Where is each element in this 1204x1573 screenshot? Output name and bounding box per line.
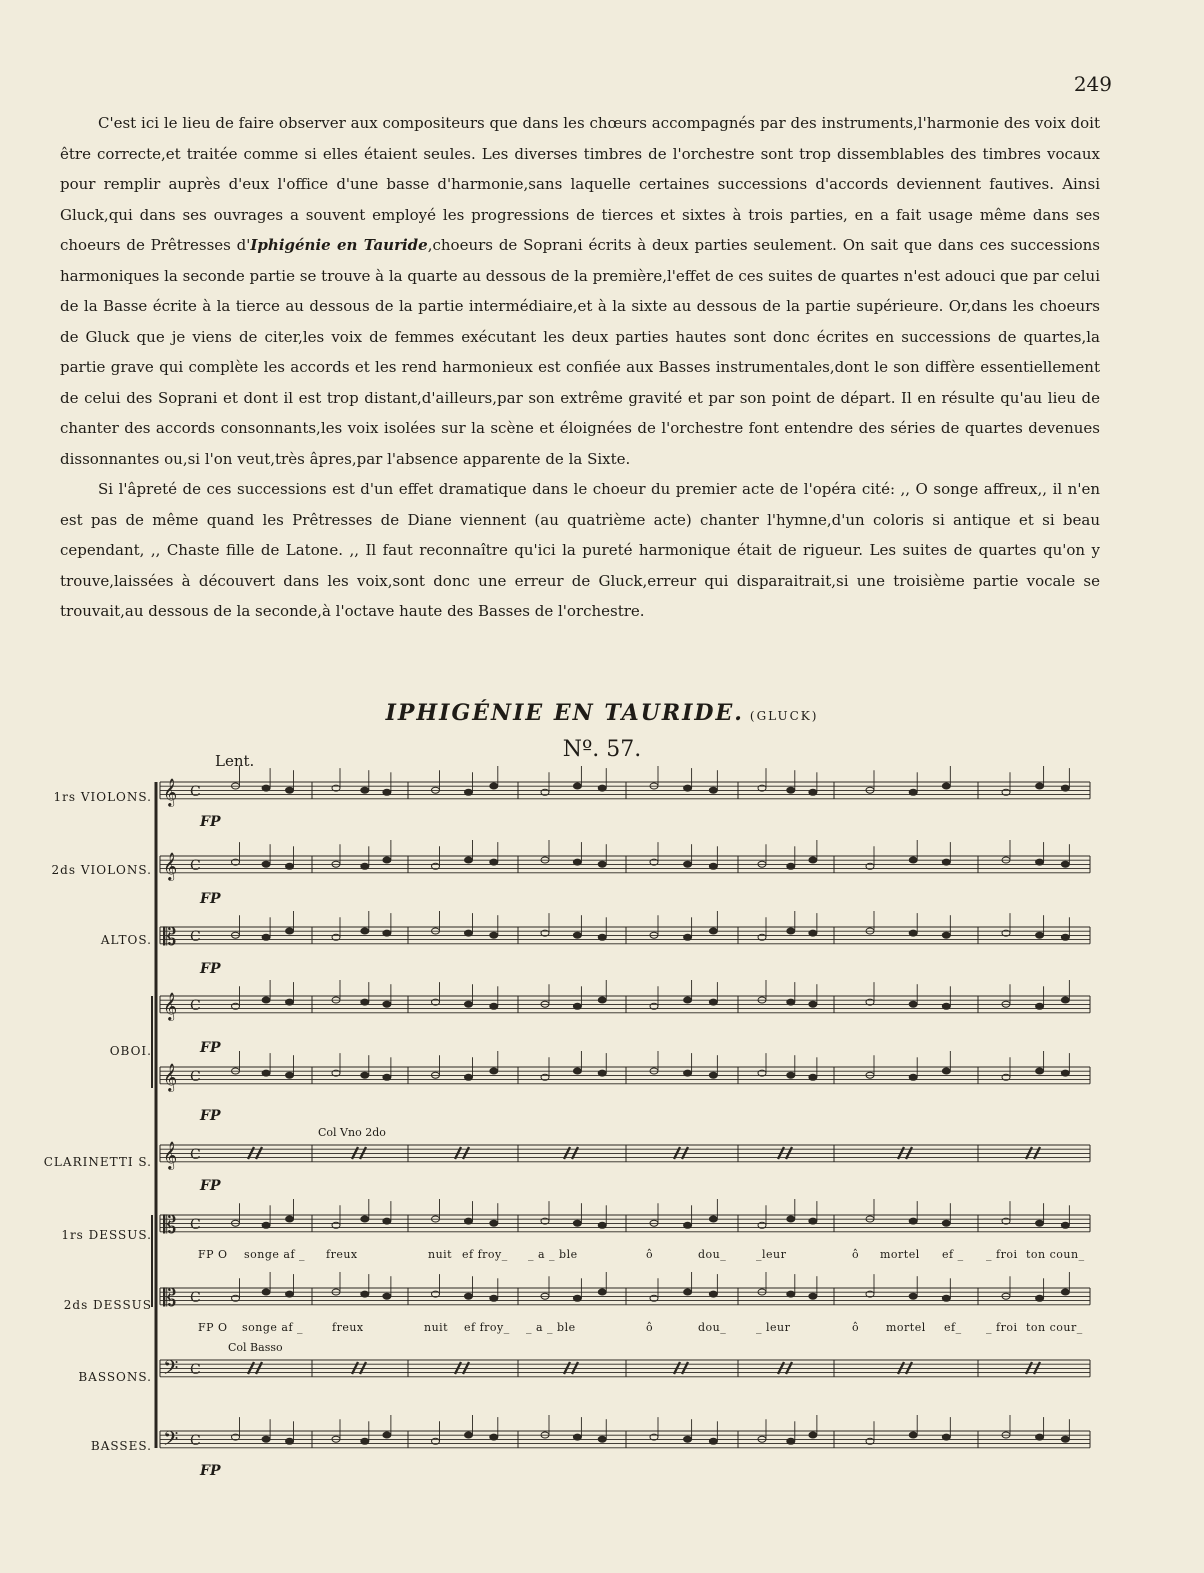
lyric-d2-6: ô [646,1321,654,1334]
opera-title: IPHIGÉNIE EN TAURIDE. [385,700,744,726]
note-head [709,999,717,1005]
paragraph-1-text: C'est ici le lieu de faire observer aux compositeurs que dans les chœurs accompagnés par des instruments,l'harmonie des voix doit être correcte,et traitée comme si elles étaient seules. Les diverses timbres de l'orchestre sont trop dissemblables des timbres vocaux pour remplir auprès d'eux l'office d'une basse d'harmonie,sans laquelle certaines successions d'accords deviennent fautives. Ainsi Gluck,qui dans ses ouvrages a souvent employé les progressions de tierces et sixtes à trois parties, en a fait usage même dans ses choeurs de Prêtresses d' [60,114,1100,254]
col-violino-direction: Col Vno 2do [318,1126,386,1139]
staves [152,782,1090,1448]
note-head [684,1222,692,1228]
lyric-d1-13: ton coun_ [1026,1248,1085,1261]
note-head [1061,1289,1069,1295]
note-head [909,1432,917,1438]
time-signature: C [190,1362,201,1378]
label-altos: ALTOS. [100,933,152,947]
note-head [1036,1003,1044,1009]
notes [163,766,1069,1455]
note-head [709,928,717,934]
note-head [598,785,606,791]
note-head [709,1291,717,1297]
note-head [942,1068,950,1074]
note-head [573,1003,581,1009]
note-head [942,932,950,938]
lyric-d1-10: mortel [880,1248,920,1261]
label-dessus-1: 1rs DESSUS. [61,1228,152,1242]
lyric-d2-12: _ froi [986,1321,1018,1334]
lyric-d1-12: _ froi [986,1248,1018,1261]
note-head [465,1074,473,1080]
note-head [1036,783,1044,789]
clef-icon: 𝄡 [163,1284,177,1312]
note-head [709,1438,717,1444]
clef-icon: 𝄡 [163,1211,177,1239]
lyric-d1-3: nuit [428,1248,453,1261]
note-head [684,861,692,867]
note-head [1036,1434,1044,1440]
note-head [684,1436,692,1442]
note-head [383,1432,391,1438]
note-head [490,1003,498,1009]
lyric-d2-4: ef froy_ [464,1321,510,1334]
composer: (GLUCK) [749,709,819,723]
note-head [598,1070,606,1076]
note-head [1061,785,1069,791]
clef-icon: 𝄞 [163,778,178,806]
note-head [383,789,391,795]
note-head [465,1293,473,1299]
note-head [286,787,294,793]
lyric-d1-8: _leur [756,1248,787,1261]
time-signature: C [190,1147,201,1163]
note-head [1036,932,1044,938]
note-head [383,1293,391,1299]
note-head [262,1070,270,1076]
note-head [573,1295,581,1301]
time-signature: C [190,1069,201,1085]
piece-number: Nº. 57. [562,737,642,762]
note-head [709,787,717,793]
note-head [573,859,581,865]
note-head [490,859,498,865]
label-dessus-2: 2ds DESSUS [63,1298,152,1312]
note-head [573,1220,581,1226]
time-signature: C [190,1433,201,1449]
note-head [684,785,692,791]
note-head [262,997,270,1003]
note-head [942,783,950,789]
note-head [573,932,581,938]
note-head [909,1293,917,1299]
note-head [787,1438,795,1444]
note-head [1036,859,1044,865]
label-bassons: BASSONS. [78,1370,152,1384]
note-head [942,859,950,865]
lyric-d1-1: songe af _ [244,1248,306,1261]
note-head [286,1216,294,1222]
label-oboi: OBOI. [109,1044,152,1058]
note-head [383,1218,391,1224]
note-head [684,934,692,940]
lyric-d1-11: ef _ [942,1248,964,1261]
note-head [809,1218,817,1224]
note-head [465,857,473,863]
lyric-d2-9: ô [852,1321,860,1334]
note-head [909,1074,917,1080]
lyric-d2-3: nuit [424,1321,449,1334]
lyric-d2-8: _ leur [756,1321,791,1334]
note-head [909,930,917,936]
note-head [490,1068,498,1074]
note-head [490,1295,498,1301]
note-head [809,1293,817,1299]
note-head [490,1434,498,1440]
note-head [709,863,717,869]
note-head [598,934,606,940]
note-head [465,1218,473,1224]
paragraph-2: Si l'âpreté de ces successions est d'un effet dramatique dans le choeur du premier acte de l'opéra cité: ,, O songe affreux,, il n'en est pas de même quand les Prêtresses de Diane viennent (au quatrième acte) chanter l'hymne,d'un coloris si antique et si beau cependant, ,, Chaste fille de Latone. ,, Il faut reconnaître qu'ici la pureté harmonique était de rigueur. Les suites de quartes qu'on y trouve,laissées à découvert dans les voix,sont donc une erreur de Gluck,erreur qui disparaitrait,si une troisième partie vocale se trouvait,au dessous de la seconde,à l'octave haute des Basses de l'orchestre. [60,480,1100,620]
note-head [809,1074,817,1080]
note-head [709,1072,717,1078]
label-violins-2: 2ds VIOLONS. [51,863,152,877]
lyric-d1-7: dou_ [698,1248,727,1261]
label-violins-1: 1rs VIOLONS. [53,790,152,804]
page-number: 249 [1073,72,1112,96]
lyric-d1-9: ô [852,1248,860,1261]
clef-icon: 𝄡 [163,923,177,951]
note-head [1036,1295,1044,1301]
col-basso-direction: Col Basso [228,1341,283,1354]
note-head [1036,1068,1044,1074]
lyric-d1-4: ef froy_ [462,1248,508,1261]
note-head [909,1218,917,1224]
note-head [465,1432,473,1438]
dynamic-clarinetti: FP [200,1178,221,1194]
note-head [787,999,795,1005]
note-head [383,1001,391,1007]
note-head [787,1291,795,1297]
dynamic-violins-1: FP [200,814,221,830]
note-head [684,1070,692,1076]
note-head [262,934,270,940]
note-head [809,857,817,863]
note-head [286,1438,294,1444]
lyric-d2-11: ef_ [944,1321,962,1334]
note-head [787,928,795,934]
note-head [262,785,270,791]
lyric-d2-13: ton cour_ [1026,1321,1083,1334]
note-head [361,787,369,793]
note-head [942,1295,950,1301]
note-head [262,861,270,867]
note-head [1061,997,1069,1003]
lyric-d1-5: _ a _ ble [528,1248,578,1261]
note-head [1061,1222,1069,1228]
note-head [383,930,391,936]
note-head [787,1072,795,1078]
note-head [262,1289,270,1295]
note-head [573,783,581,789]
note-head [573,1068,581,1074]
note-head [286,999,294,1005]
note-head [383,1074,391,1080]
note-head [809,1432,817,1438]
clef-icon: 𝄞 [163,852,178,880]
time-signature: C [190,858,201,874]
note-head [262,1222,270,1228]
note-head [809,930,817,936]
lyric-d2-1: songe af _ [242,1321,304,1334]
paragraph-1-rest: ,choeurs de Soprani écrits à deux parties seulement. On sait que dans ces successions harmoniques la seconde partie se trouve à la quarte au dessous de la première,l'effet de ces suites de quartes n'est adouci que par celui de la Basse écrite à la tierce au dessous de la partie intermédiaire,et à la sixte au dessous de la partie supérieure. Or,dans les choeurs de Gluck que je viens de citer,les voix de femmes exécutant les deux parties hautes sont donc écrites en successions de quartes,la partie grave qui complète les accords et les rend harmonieux est confiée aux Basses instrumentales,dont le son diffère essentiellement de celui des Soprani et dont il est trop distant,d'ailleurs,par son extrême gravité et par son point de départ. Il en résulte qu'au lieu de chanter des accords consonnants,les voix isolées sur la scène et éloignées de l'orchestre font entendre des séries de quartes devenues dissonnantes ou,si l'on veut,très âpres,par l'absence apparente de la Sixte. [60,236,1100,468]
note-head [598,1222,606,1228]
note-head [465,1001,473,1007]
clef-icon: 𝄢 [163,1356,179,1384]
note-head [684,997,692,1003]
note-head [361,999,369,1005]
time-signature: C [190,929,201,945]
note-head [942,1003,950,1009]
lyric-d1-0: FP O [198,1248,228,1261]
note-head [787,787,795,793]
note-head [361,928,369,934]
dynamic-oboe-1: FP [200,1040,221,1056]
note-head [286,863,294,869]
lyric-d2-0: FP O [198,1321,228,1334]
note-head [286,928,294,934]
note-head [787,863,795,869]
label-clarinetti: CLARINETTI S. [43,1155,152,1169]
note-head [942,1434,950,1440]
note-head [465,789,473,795]
note-head [809,1001,817,1007]
dynamic-violins-2: FP [200,891,221,907]
lyric-d2-5: _ a _ ble [526,1321,576,1334]
note-head [1061,1436,1069,1442]
dynamic-basses: FP [200,1463,221,1479]
time-signature: C [190,998,201,1014]
note-head [909,789,917,795]
label-basses: BASSES. [90,1439,152,1453]
note-head [709,1216,717,1222]
note-head [465,930,473,936]
tempo-marking: Lent. [215,752,255,770]
lyric-d1-2: freux [326,1248,358,1261]
lyric-d1-6: ô [646,1248,654,1261]
note-head [490,1220,498,1226]
time-signature: C [190,1290,201,1306]
note-head [286,1291,294,1297]
note-head [684,1289,692,1295]
note-head [286,1072,294,1078]
dynamic-oboe-2: FP [200,1108,221,1124]
note-head [1036,1220,1044,1226]
note-head [787,1216,795,1222]
time-signature: C [190,784,201,800]
note-head [361,1291,369,1297]
note-head [573,1434,581,1440]
clef-icon: 𝄢 [163,1427,179,1455]
note-head [361,1072,369,1078]
time-signature: C [190,1217,201,1233]
lyric-d2-10: mortel [886,1321,926,1334]
note-head [909,1001,917,1007]
note-head [598,1289,606,1295]
lyric-d2-2: freux [332,1321,364,1334]
lyric-d2-7: dou_ [698,1321,727,1334]
note-head [1061,934,1069,940]
note-head [598,861,606,867]
note-head [361,1216,369,1222]
note-head [909,857,917,863]
clef-icon: 𝄞 [163,1141,178,1169]
note-head [490,932,498,938]
clef-icon: 𝄞 [163,1063,178,1091]
note-head [1061,1070,1069,1076]
note-head [598,1436,606,1442]
note-head [809,789,817,795]
dynamic-altos: FP [200,961,221,977]
note-head [1061,861,1069,867]
clef-icon: 𝄞 [163,992,178,1020]
note-head [383,857,391,863]
opera-title-inline: Iphigénie en Tauride [250,236,428,254]
note-head [942,1220,950,1226]
note-head [361,863,369,869]
note-head [361,1438,369,1444]
note-head [490,783,498,789]
note-head [598,997,606,1003]
note-head [262,1436,270,1442]
